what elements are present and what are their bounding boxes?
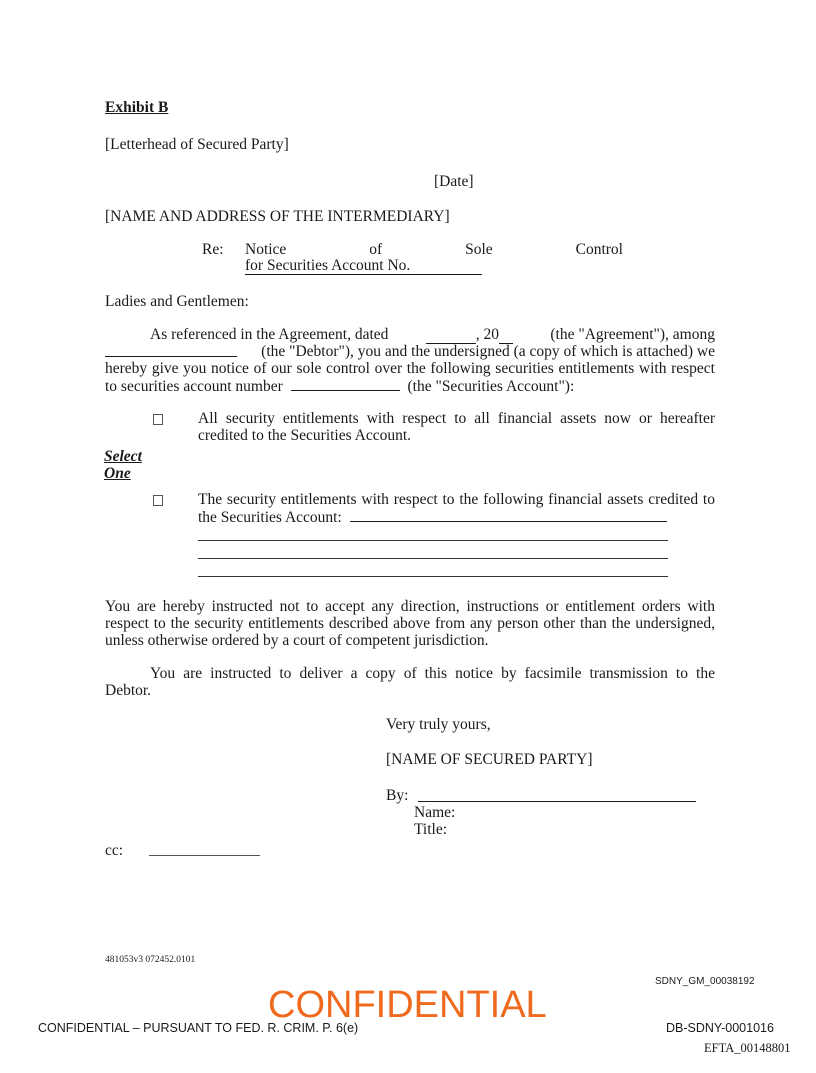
addressee-placeholder: [NAME AND ADDRESS OF THE INTERMEDIARY] xyxy=(105,208,450,225)
signature-by-label: By: xyxy=(386,787,409,804)
option-1-checkbox[interactable] xyxy=(153,414,163,425)
re-word-of: of xyxy=(369,241,383,258)
re-label: Re: xyxy=(202,241,224,258)
intro-text-b: , 20 xyxy=(475,326,500,343)
bates-efta: EFTA_00148801 xyxy=(704,1041,791,1055)
instruction-line-2: respect to the security entitlements described above from any person other than the undersigned, xyxy=(105,615,715,632)
re-word-sole: Sole xyxy=(465,241,493,258)
debtor-name-blank xyxy=(105,342,237,357)
letterhead-placeholder: [Letterhead of Secured Party] xyxy=(105,136,289,153)
option-1-line-2: credited to the Securities Account. xyxy=(198,427,412,444)
financial-assets-blank-2 xyxy=(198,540,668,541)
select-label: Select xyxy=(104,448,142,465)
date-placeholder: [Date] xyxy=(434,173,474,190)
closing: Very truly yours, xyxy=(386,716,491,733)
option-2-line-1: The security entitlements with respect to the following financial assets credited to xyxy=(198,491,715,508)
re-word-control: Control xyxy=(575,241,623,258)
signature-title-label: Title: xyxy=(414,821,448,838)
option-2-label: the Securities Account: xyxy=(198,509,342,526)
intro-text-securities-account: (the "Securities Account"): xyxy=(407,378,575,395)
delivery-line-2: Debtor. xyxy=(105,682,152,699)
bates-db: DB-SDNY-0001016 xyxy=(666,1021,774,1035)
cc-label: cc: xyxy=(105,842,124,859)
intro-line-3: hereby give you notice of our sole control over the following securities entitlements with respect xyxy=(105,360,715,377)
intro-text-a: As referenced in the Agreement, dated xyxy=(150,326,389,343)
re-subject-line2 xyxy=(245,257,482,275)
re-account-label: for Securities Account No. xyxy=(245,257,411,274)
option-2-line-2 xyxy=(198,507,667,527)
option-2-checkbox[interactable] xyxy=(153,495,163,506)
account-number-blank xyxy=(291,376,400,391)
instruction-line-3: unless otherwise ordered by a court of competent jurisdiction. xyxy=(105,632,489,649)
intro-line-4 xyxy=(105,376,574,396)
instruction-line-1: You are hereby instructed not to accept any direction, instructions or entitlement orders with xyxy=(105,598,715,615)
signature-name-label: Name: xyxy=(414,804,456,821)
bates-sdny: SDNY_GM_00038192 xyxy=(655,976,755,987)
intro-text-debtor: (the "Debtor"), you and the undersigned (a copy of which is attached) we xyxy=(261,343,715,360)
secured-party-name: [NAME OF SECURED PARTY] xyxy=(386,751,593,768)
signature-line xyxy=(418,801,696,802)
re-word-notice: Notice xyxy=(245,241,287,258)
intro-text-c: (the "Agreement"), among xyxy=(550,326,715,343)
delivery-line-1: You are instructed to deliver a copy of this notice by facsimile transmission to the xyxy=(150,665,715,682)
one-label: One xyxy=(104,465,131,482)
salutation: Ladies and Gentlemen: xyxy=(105,293,249,310)
option-1-line-1: All security entitlements with respect to all financial assets now or hereafter xyxy=(198,410,715,427)
confidential-note: CONFIDENTIAL – PURSUANT TO FED. R. CRIM. P. 6(e) xyxy=(38,1021,359,1035)
financial-assets-blank-1 xyxy=(350,507,667,522)
financial-assets-blank-3 xyxy=(198,558,668,559)
exhibit-title: Exhibit B xyxy=(105,99,169,116)
financial-assets-blank-4 xyxy=(198,576,668,577)
intro-text-account: to securities account number xyxy=(105,378,283,395)
document-id: 481053v3 072452.0101 xyxy=(105,955,196,965)
confidential-stamp: CONFIDENTIAL xyxy=(268,984,547,1026)
cc-blank xyxy=(149,855,260,856)
